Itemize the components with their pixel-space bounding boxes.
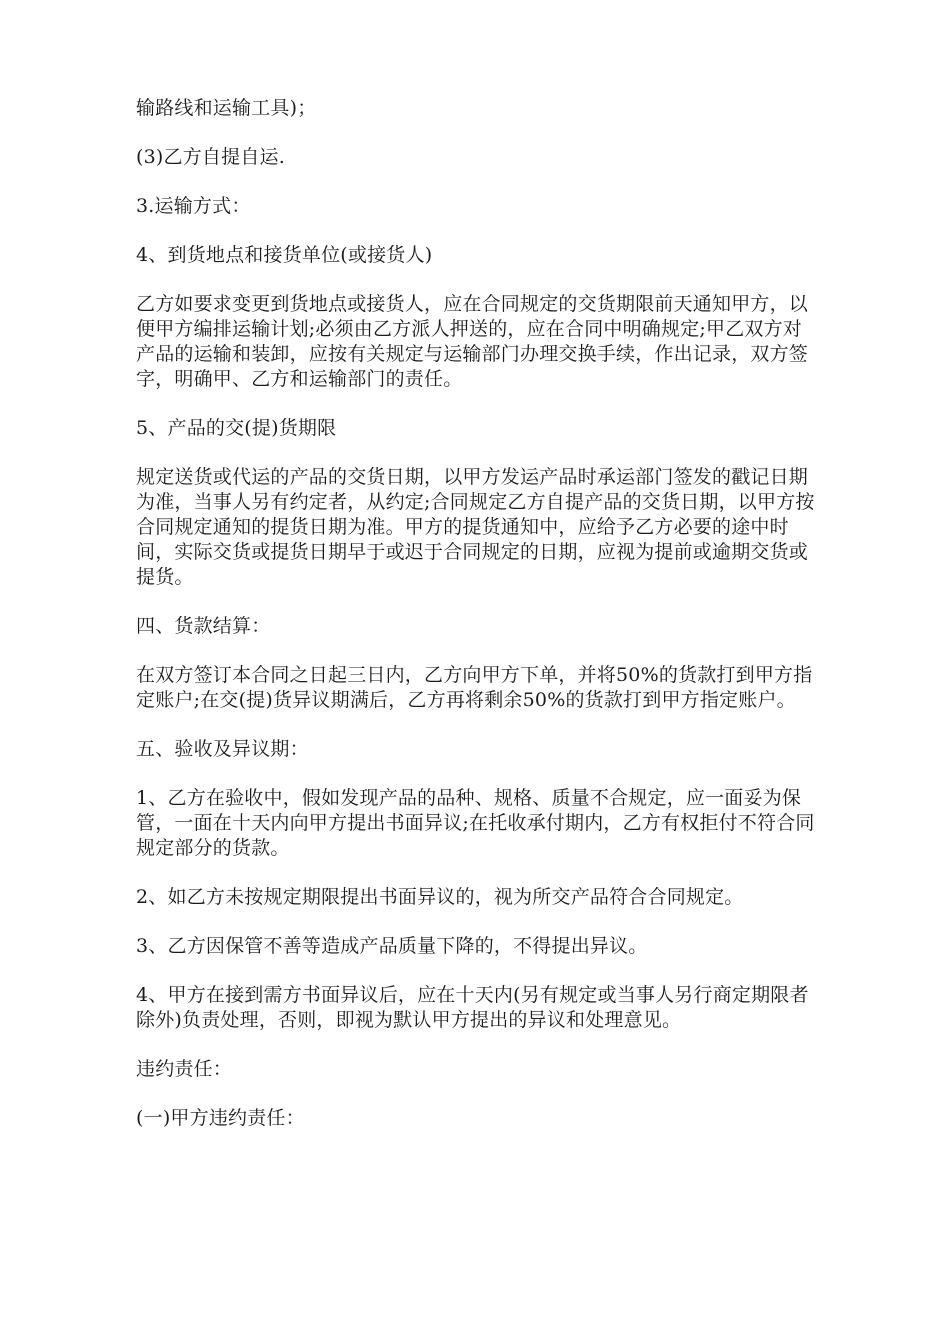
paragraph-acceptance-2: 2、如乙方未按规定期限提出书面异议的，视为所交产品符合合同规定。 [136, 886, 744, 908]
paragraph-self-pickup: (3)乙方自提自运. [136, 146, 285, 168]
paragraph-acceptance-1: 1、乙方在验收中，假如发现产品的品种、规格、质量不合规定，应一面妥为保管，一面在十天内向甲方提出书面异议;在托收承付期内，乙方有权拒付不符合同规定部分的货款。 [136, 787, 815, 859]
paragraph-delivery-date: 规定送货或代运的产品的交货日期，以甲方发运产品时承运部门签发的戳记日期为准，当事人另有约定者，从约定;合同规定乙方自提产品的交货日期，以甲方按合同规定通知的提货日期为准。甲方的提货通知中，应给予乙方必要的途中时间，实际交货或提货日期早于或迟于合同规定的日期，应视为提前或逾期交货或提货。 [136, 466, 815, 588]
paragraph-payment-terms: 在双方签订本合同之日起三日内，乙方向甲方下单，并将50%的货款打到甲方指定账户;在交(提)货异议期满后，乙方再将剩余50%的货款打到甲方指定账户。 [136, 664, 813, 711]
paragraph-delivery-change: 乙方如要求变更到货地点或接货人，应在合同规定的交货期限前天通知甲方，以便甲方编排运输计划;必须由乙方派人押送的，应在合同中明确规定;甲乙双方对产品的运输和装卸，应按有关规定与运输部门办理交换手续，作出记录，双方签字，明确甲、乙方和运输部门的责任。 [136, 293, 809, 390]
paragraph-acceptance-4: 4、甲方在接到需方书面异议后，应在十天内(另有规定或当事人另行商定期限者除外)负责处理，否则，即视为默认甲方提出的异议和处理意见。 [136, 984, 809, 1031]
heading-delivery-period: 5、产品的交(提)货期限 [136, 417, 337, 439]
heading-acceptance-objection: 五、验收及异议期： [136, 738, 309, 760]
paragraph-transport-route: 输路线和运输工具)； [136, 97, 317, 119]
heading-payment-settlement: 四、货款结算： [136, 615, 271, 637]
heading-breach-liability: 违约责任： [136, 1058, 233, 1080]
paragraph-acceptance-3: 3、乙方因保管不善等造成产品质量下降的，不得提出异议。 [136, 935, 648, 957]
heading-delivery-location: 4、到货地点和接货单位(或接货人) [136, 244, 433, 266]
heading-transport-method: 3.运输方式： [136, 195, 251, 217]
document-page [136, 96, 816, 1155]
heading-seller-breach: (一)甲方违约责任： [136, 1107, 305, 1129]
